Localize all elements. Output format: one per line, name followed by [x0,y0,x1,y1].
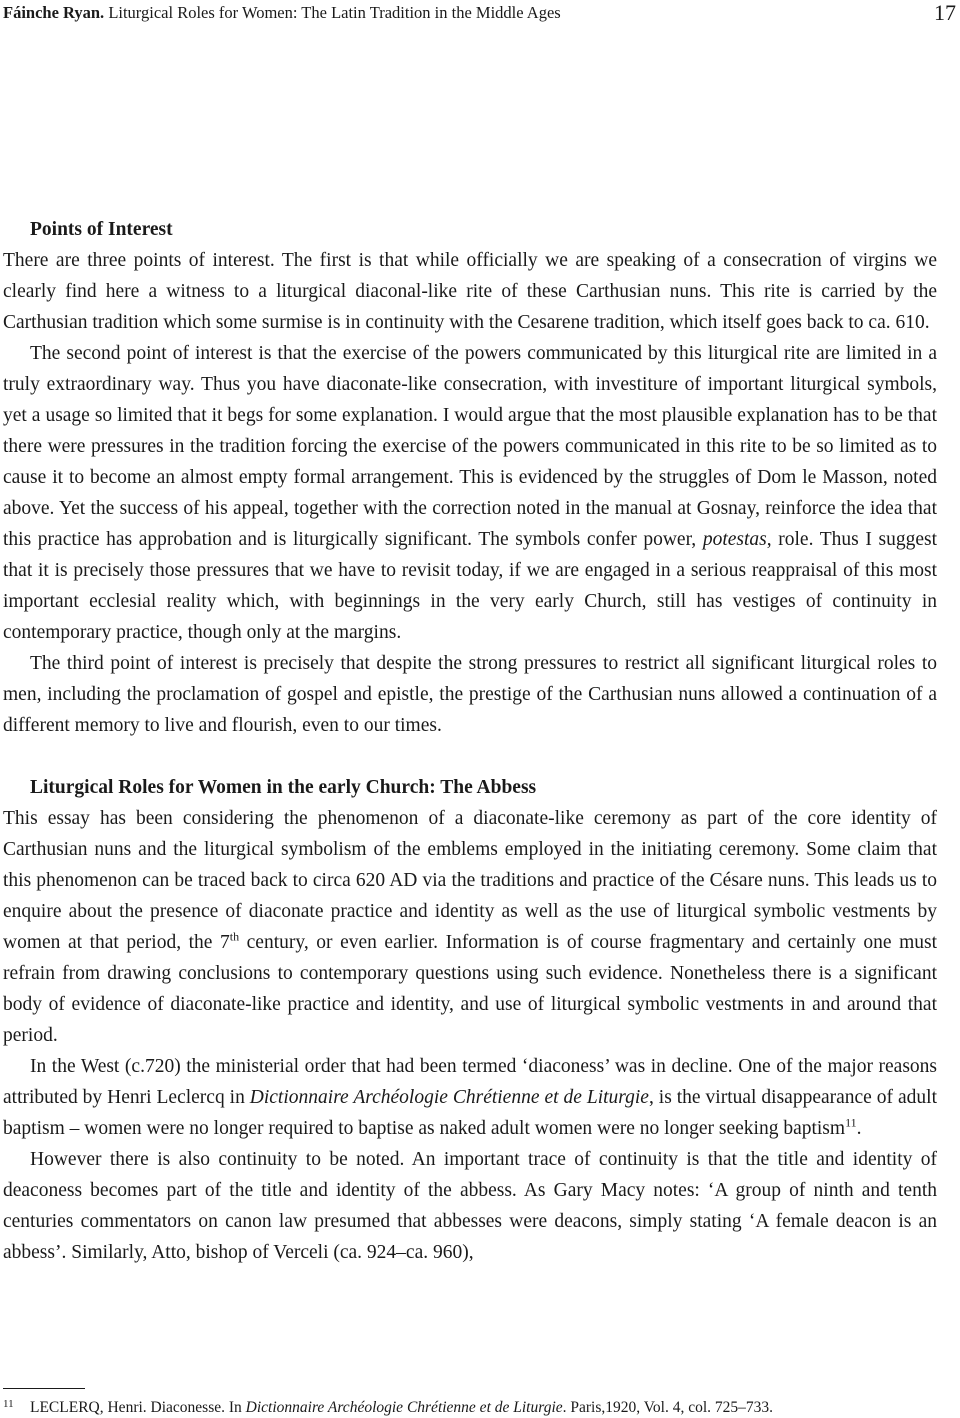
paragraph [3,803,937,1051]
footnote-number: 11 [3,1398,14,1410]
text-run: The second point of interest is that the exercise of the powers communicated by this liturgical rite are limited in a truly extraordinary way. Thus you have diaconate-like consecration, with investiture of important liturgical symbols, yet a usage so limited that it begs for some explanation. I would argue that the most plausible explanation has to be that there were pressures in the tradition forcing the exercise of the powers communicated in this rite to be so limited as to cause it to become an almost empty formal arrangement. This is evidenced by the struggles of Dom le Masson, noted above. Yet the success of his appeal, together with the correction noted in the manual at Gosnay, reinforce the idea that this practice has approbation and is liturgically significant. The symbols confer power, [3,343,937,550]
paragraph [3,1051,937,1144]
text-run: In the West (c.720) the ministerial order that had been termed ‘diaconess’ was in decline. One of the major reasons attributed by Henri Leclercq in [3,1056,937,1108]
footnote-reference[interactable]: 11 [845,1115,857,1130]
text-run: This essay has been considering the phenomenon of a diaconate-like ceremony as part of the core identity of Carthusian nuns and the liturgical symbolism of the emblems employed in the initiating ceremony. Some claim that this phenomenon can be traced back to circa 620 AD via the traditions and practice of the Césare nuns. This leads us to enquire about the presence of diaconate practice and identity as well as the use of liturgical symbolic vestments by women at that period, the 7 [3,808,937,953]
superscript: th [229,929,240,944]
italic-title: Dictionnaire Archéologie Chrétienne et de Liturgie [249,1087,649,1108]
text-run: LECLERQ, Henri. Diaconesse. In [30,1399,246,1416]
text-run: century, or even earlier. Information is of course fragmentary and certainly one must refrain from drawing conclusions to contemporary questions using such evidence. Nonetheless there is a significant body of evidence of diaconate-like practice and identity, and use of liturgical symbolic vestments in and around that period. [3,932,938,1046]
paragraph: However there is also continuity to be noted. An important trace of continuity is that the title and identity of deaconess becomes part of the title and identity of the abbess. As Gary Macy notes: ‘A group of ninth and tenth centuries commentators on canon law presumed that abbesses were deacons, simply stating ‘A female deacon is an abbess’. Similarly, Atto, bishop of Verceli (ca. 924–ca. 960), [3,1149,937,1263]
footnote-divider [3,1388,85,1389]
italic-term: potestas [702,529,767,550]
running-head-title: Liturgical Roles for Women: The Latin Tradition in the Middle Ages [104,3,561,22]
paragraph: The third point of interest is precisely that despite the strong pressures to restrict all significant liturgical roles to men, including the proclamation of gospel and epistle, the prestige of the Carthusian nuns allowed a continuation of a different memory to live and flourish, even to our times. [3,653,937,736]
section-heading-abbess: Liturgical Roles for Women in the early Church: The Abbess [30,777,537,798]
running-head [3,2,957,24]
paragraph [3,338,937,648]
section-heading-points-of-interest: Points of Interest [30,219,173,240]
text-run: , is the virtual disappearance of adult baptism – women were no longer required to baptise as naked adult women were no longer seeking baptism [3,1087,937,1139]
text-run: , role. Thus I suggest that it is precisely those pressures that we have to revisit today, if we are engaged in a serious reappraisal of this most important ecclesial reality which, with beginnings in the very early Church, still has vestiges of continuity in contemporary practice, though only at the margins. [3,529,937,643]
text-run: . Paris,1920, Vol. 4, col. 725–733. [562,1399,774,1416]
page-number: 17 [934,0,956,25]
paragraph: There are three points of interest. The first is that while officially we are speaking of a consecration of virgins we clearly find here a witness to a liturgical diaconal-like rite of these Carthusian nuns. This rite is carried by the Carthusian tradition which some surmise is in continuity with the Cesarene tradition, which itself goes back to ca. 610. [3,250,937,333]
body-text [3,214,937,1268]
running-head-author: Fáinche Ryan. [3,3,105,22]
text-run: . [856,1118,862,1139]
footnote [3,1394,957,1418]
italic-title: Dictionnaire Archéologie Chrétienne et de Liturgie [245,1399,563,1416]
